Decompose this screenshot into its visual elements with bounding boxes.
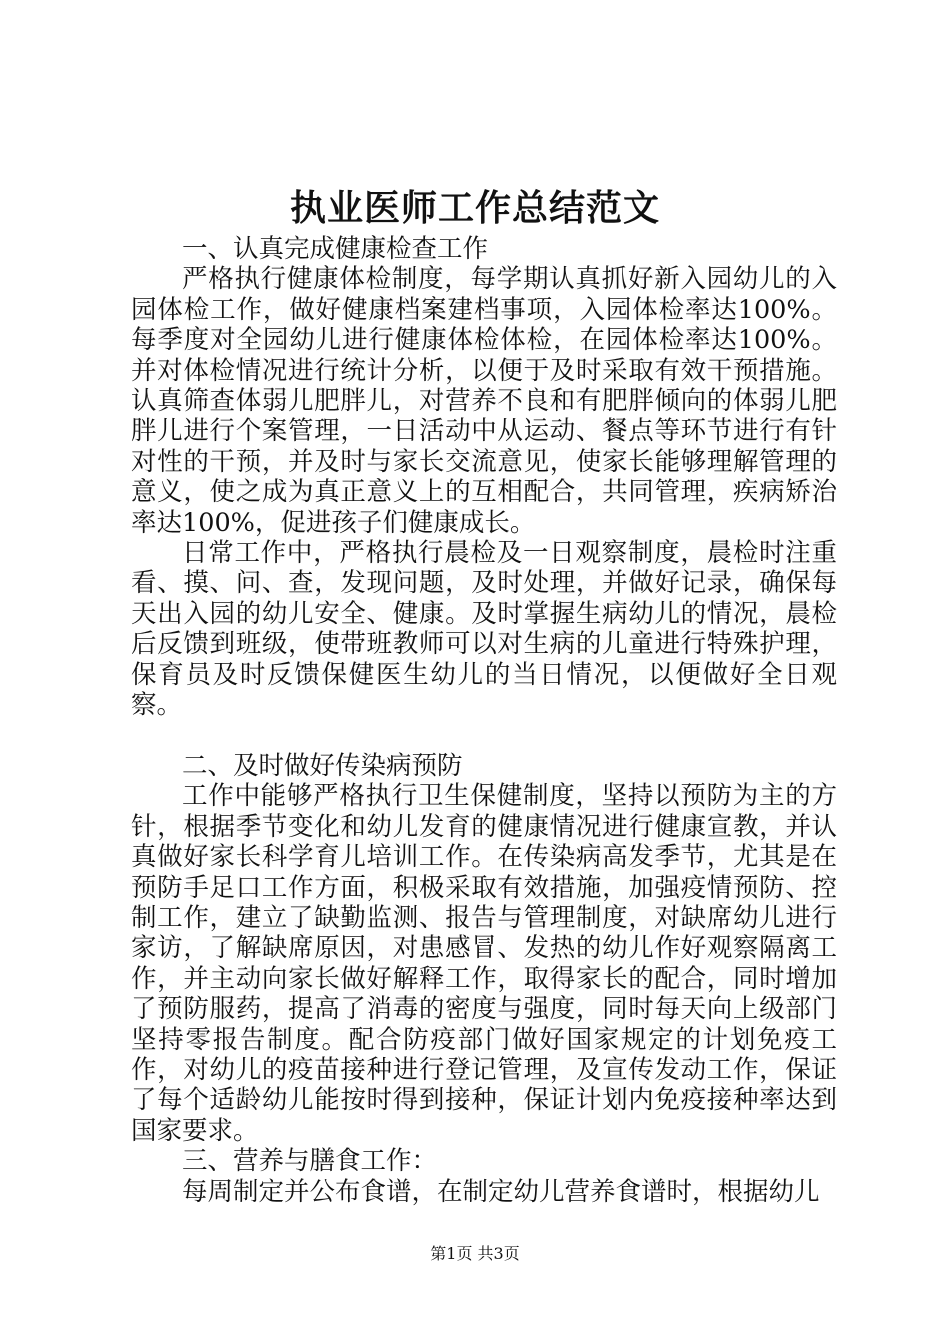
paragraph-daily-inspection: 日常工作中，严格执行晨检及一日观察制度，晨检时注重看、摸、问、查，发现问题，及时处理，并做好记录，确保每天出入园的幼儿安全、健康。及时掌握生病幼儿的情况，晨检后反馈到班级，使带班教师可以对生病的儿童进行特殊护理，保育员及时反馈保健医生幼儿的当日情况，以便做好全日观察。	[131, 538, 837, 721]
document-title: 执业医师工作总结范文	[289, 187, 660, 229]
section-heading-1: 一、认真完成健康检查工作	[182, 234, 489, 264]
paragraph-disease-prevention: 工作中能够严格执行卫生保健制度，坚持以预防为主的方针，根据季节变化和幼儿发育的健康情况进行健康宣教，并认真做好家长科学育儿培训工作。在传染病高发季节，尤其是在预防手足口工作方面，积极采取有效措施，加强疫情预防、控制工作，建立了缺勤监测、报告与管理制度，对缺席幼儿进行家访，了解缺席原因，对患感冒、发热的幼儿作好观察隔离工作，并主动向家长做好解释工作，取得家长的配合，同时增加了预防服药，提高了消毒的密度与强度，同时每天向上级部门坚持零报告制度。配合防疫部门做好国家规定的计划免疫工作，对幼儿的疫苗接种进行登记管理，及宣传发动工作，保证了每个适龄幼儿能按时得到接种，保证计划内免疫接种率达到国家要求。	[131, 781, 837, 1146]
paragraph-health-checkup: 严格执行健康体检制度，每学期认真抓好新入园幼儿的入园体检工作，做好健康档案建档事项，入园体检率达100%。每季度对全园幼儿进行健康体检体检，在园体检率达100%。并对体检情况进行统计分析，以便于及时采取有效干预措施。认真筛查体弱儿肥胖儿，对营养不良和有肥胖倾向的体弱儿肥胖儿进行个案管理，一日活动中从运动、餐点等环节进行有针对性的干预，并及时与家长交流意见，使家长能够理解管理的意义，使之成为真正意义上的互相配合，共同管理，疾病矫治率达100%，促进孩子们健康成长。	[131, 264, 837, 538]
section-heading-2: 二、及时做好传染病预防	[182, 750, 463, 781]
paragraph-nutrition: 每周制定并公布食谱，在制定幼儿营养食谱时，根据幼儿	[182, 1176, 820, 1207]
section-heading-3: 三、营养与膳食工作：	[182, 1146, 438, 1177]
document-body	[131, 234, 837, 1207]
page-footer: 第1页 共3页	[430, 1244, 520, 1263]
